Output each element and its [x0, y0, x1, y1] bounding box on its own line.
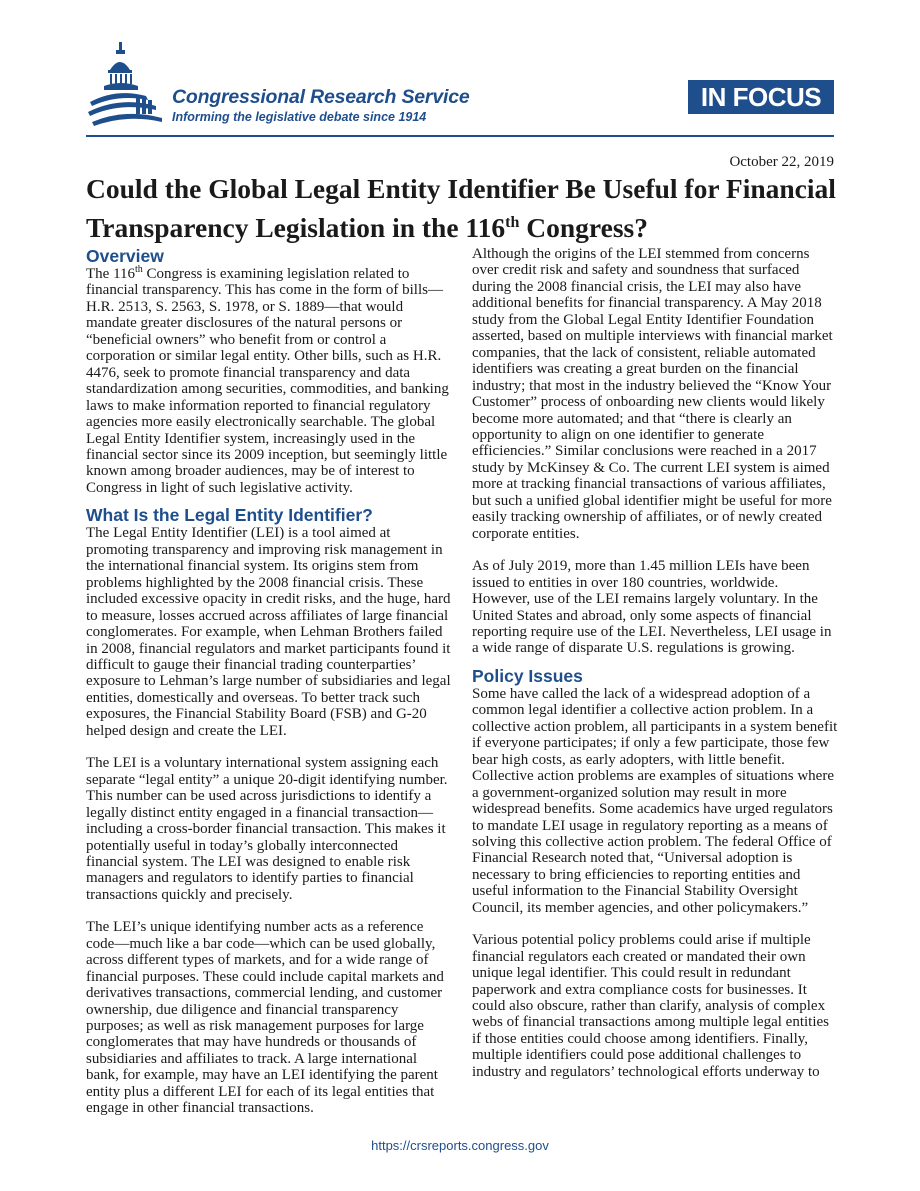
- policy-paragraph-2: Various potential policy problems could arise if multiple financial regulators each created or mandated their own unique legal identifier. This could result in redundant paperwork and extra compliance costs for businesses. It could also obscure, rather than clarify, analysis of complex webs of financial transactions among multiple legal entities if those entities could choose among identifiers. Finally, multiple identifiers could pose additional challenges to industry and regulators’ technological efforts underway to: [472, 932, 829, 1080]
- right-column: [472, 246, 838, 1080]
- capitol-dome-logo-icon: [86, 40, 166, 130]
- policy-paragraph-1: Some have called the lack of a widespread adoption of a common legal identifier a collective action problem. In a collective action problem, all participants in a system benefit if everyone participates; if only a few participate, those few bear high costs, as early adopters, with little benefit. Collective action problems are examples of situations where a government-organized solution may result in more widespread benefits. Some academics have urged regulators to mandate LEI usage in regulatory reporting as a means of solving this collective action problem. The federal Office of Financial Research noted that, “Universal adoption is necessary to bring efficiencies to reporting entities and useful information to the Financial Stability Oversight Council, its member agencies, and other policymakers.”: [472, 685, 838, 916]
- intro-paragraph-1: Although the origins of the LEI stemmed from concerns over credit risk and safety and soundness that surfaced during the 2008 financial crisis, the LEI may also have additional benefits for financial transparency. A May 2018 study from the Global Legal Entity Identifier Foundation asserted, based on multiple interviews with financial market companies, that the lack of consistent, reliable automated identifiers was creating a great burden on the financial industry; that most in the industry believed the “Know Your Customer” process of onboarding new clients would likely become more automated; and that “there is clearly an opportunity to align on one identifier to generate efficiencies.” Similar conclusions were reached in a 2017 study by McKinsey & Co. The current LEI system is aimed more at tracking financial transactions of various affiliates, but such a unified global identifier might be useful for more easily tracking ownership of affiliates, or of newly created corporate entities.: [472, 246, 833, 542]
- brand: [172, 86, 469, 124]
- overview-paragraph: The 116th Congress is examining legislation related to financial transparency. This has come in the form of bills—H.R. 2513, S. 2563, S. 1978, or S. 1889—that would mandate greater disclosures of the natural persons or “beneficial owners” who benefit from or control a corporation or similar legal entity. Other bills, such as H.R. 4476, seek to promote financial transparency and data standardization among securities, commodities, and banking laws to make information reported to financial regulatory agencies more easily electronically searchable. The global Legal Entity Identifier system, increasingly used in the financial sector since its 2009 inception, but seemingly little known among broader audiences, may be of interest to Congress in light of such legislative activity.: [86, 264, 449, 496]
- what-is-paragraph-2: The LEI is a voluntary international system assigning each separate “legal entity” a unique 20-digit identifying number. This number can be used across jurisdictions to identify a legally distinct entity engaged in a financial transaction—including a cross-border financial transaction. This makes it potentially useful in today’s globally interconnected financial system. The LEI was designed to enable risk managers and regulators to identify parties to financial transactions quickly and precisely.: [86, 755, 448, 903]
- section-heading-overview: Overview: [86, 246, 164, 266]
- in-focus-badge: IN FOCUS: [688, 80, 834, 114]
- section-heading-what-is-lei: What Is the Legal Entity Identifier?: [86, 505, 373, 526]
- what-is-paragraph-1: The Legal Entity Identifier (LEI) is a tool aimed at promoting transparency and improving risk management in the international financial system. Its origins stem from problems highlighted by the 2008 financial crisis. These included excessive opacity in credit risks, and the huge, hard to measure, losses accrued across affiliates of large financial conglomerates. For example, when Lehman Brothers failed in 2008, financial regulators and market participants found it difficult to gauge their financial trading counterparties’ exposure to Lehman’s large number of subsidiaries and legal entities, domestically and overseas. To better track such exposures, the Financial Stability Board (FSB) and G-20 helped design and create the LEI.: [86, 525, 451, 739]
- header-divider: [86, 135, 834, 137]
- left-column: [86, 246, 452, 1117]
- what-is-paragraph-3: The LEI’s unique identifying number acts as a reference code—much like a bar code—which can be used globally, across different types of markets, and for a wide range of financial purposes. These could include capital markets and derivatives transactions, commercial lending, and customer ownership, due diligence and financial transparency purposes; as well as risk management purposes for large conglomerates that may have hundreds or thousands of subsidiaries and affiliates to track. A large international bank, for example, may have an LEI identifying the parent entity plus a different LEI for each of its legal entities that engage in other financial transactions.: [86, 919, 444, 1117]
- brand-name: Congressional Research Service: [172, 86, 470, 108]
- intro-paragraph-2: As of July 2019, more than 1.45 million LEIs have been issued to entities in over 180 countries, worldwide. However, use of the LEI remains largely voluntary. In the United States and abroad, only some aspects of financial reporting require use of the LEI. Nevertheless, LEI usage in a wide range of disparate U.S. regulations is growing.: [472, 558, 832, 657]
- header: [86, 40, 834, 136]
- footer-url-link[interactable]: https://crsreports.congress.gov: [371, 1138, 549, 1153]
- publication-date: October 22, 2019: [729, 154, 834, 170]
- section-heading-policy-issues: Policy Issues: [472, 665, 583, 686]
- page-title: Could the Global Legal Entity Identifier Be Useful for Financial Transparency Legislation in the 116th Congress?: [86, 173, 836, 244]
- brand-tagline: Informing the legislative debate since 1914: [172, 110, 427, 124]
